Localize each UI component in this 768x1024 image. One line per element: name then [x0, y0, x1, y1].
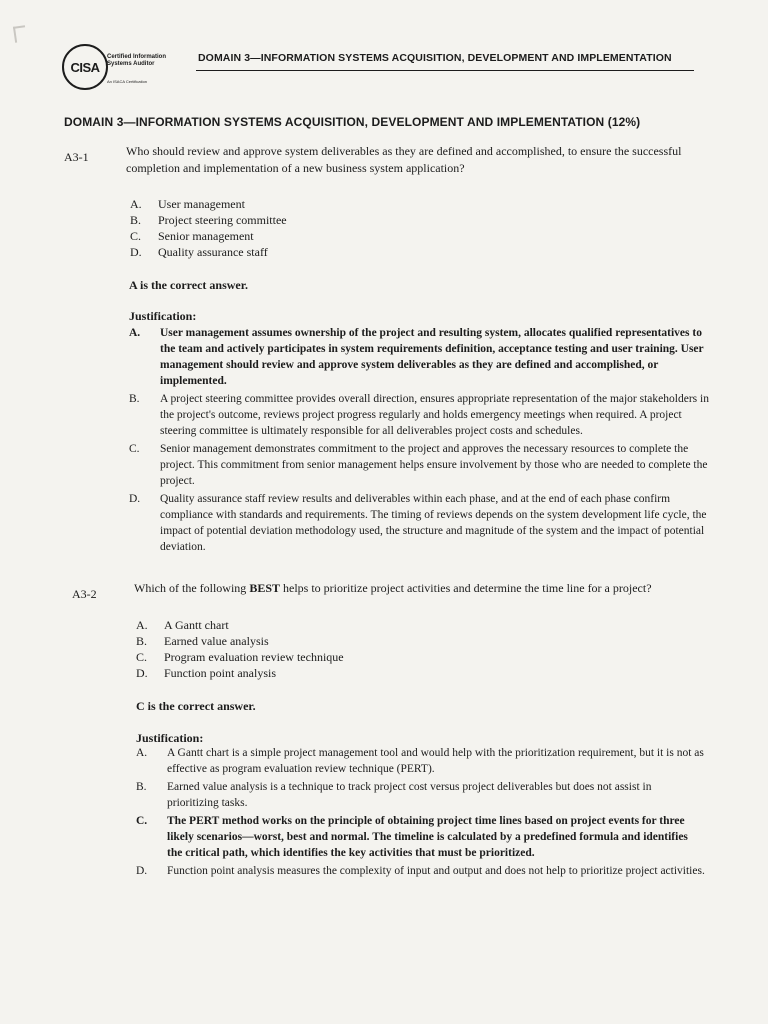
- scan-mark: [13, 25, 27, 43]
- justification-heading: Justification:: [136, 731, 204, 745]
- question-text: Who should review and approve system deliverables as they are defined and accomplished, to ensure the successful completion and implementation of a new business system application?: [126, 144, 682, 175]
- question-text: Which of the following BEST helps to prioritize project activities and determine the time line for a project?: [134, 581, 652, 595]
- option: C. Program evaluation review technique: [136, 650, 344, 664]
- answer-options: [130, 196, 287, 260]
- option: D. Quality assurance staff: [130, 245, 268, 259]
- running-header: DOMAIN 3—INFORMATION SYSTEMS ACQUISITION, DEVELOPMENT AND IMPLEMENTATION: [198, 52, 672, 64]
- correct-answer: A is the correct answer.: [129, 278, 248, 292]
- logo-text: Certified Information Systems Auditor: [107, 54, 167, 67]
- justification-item: C. Senior management demonstrates commitment to the project and approves the necessary resources to complete the project. This commitment from senior management helps ensure involvement by those who are needed to complete the project.: [129, 443, 708, 487]
- answer-options: [136, 617, 344, 681]
- justification-item: B. Earned value analysis is a technique to track project cost versus project deliverables but does not assist in prioritizing tasks.: [136, 781, 652, 809]
- option: D. Function point analysis: [136, 666, 276, 680]
- question-number: A3-1: [64, 150, 89, 164]
- logo-tagline: An ISACA Certification: [107, 79, 148, 84]
- justification-list: [136, 745, 706, 881]
- justification-item: D. Function point analysis measures the complexity of input and output and does not help to prioritize project activities.: [136, 865, 705, 877]
- justification-item: B. A project steering committee provides overall direction, ensures appropriate representation of the major stakeholders in the project's outcome, reviews project progress regularly and holds emergency meetings when required. A project steering committee is ultimately responsible for all deliverables project costs and schedules.: [129, 393, 709, 437]
- option: C. Senior management: [130, 229, 254, 243]
- justification-item: C. The PERT method works on the principle of obtaining project time lines based on project events for three likely scenarios—worst, best and normal. The timeline is calculated by a predefined formula and identifies the critical path, which identifies the key activities that must be prioritized.: [136, 815, 688, 859]
- correct-answer: C is the correct answer.: [136, 699, 256, 713]
- justification-item: A. User management assumes ownership of the project and resulting system, allocates qualified representatives to the team and actively participates in system requirements definition, acceptance testing and user training. User management should review and approve system deliverables as they are defined and accomplished, or implemented.: [129, 327, 704, 387]
- option: B. Earned value analysis: [136, 634, 269, 648]
- question-number: A3-2: [72, 587, 97, 601]
- option: A. User management: [130, 197, 245, 211]
- option: B. Project steering committee: [130, 213, 287, 227]
- justification-item: A. A Gantt chart is a simple project management tool and would help with the prioritization requirement, but it is not as effective as program evaluation review technique (PERT).: [136, 747, 704, 775]
- justification-list: [129, 325, 709, 557]
- section-title: DOMAIN 3—INFORMATION SYSTEMS ACQUISITION, DEVELOPMENT AND IMPLEMENTATION (12%): [64, 115, 641, 129]
- justification-item: D. Quality assurance staff review results and deliverables within each phase, and at the end of each phase confirm compliance with standards and requirements. The timing of reviews depends on the system development life cycle, the impact of potential deviation methodology used, the structure and magnitude of the system and the impact of potential deviation.: [129, 493, 707, 553]
- logo-emblem: CISA: [62, 44, 108, 90]
- header-rule: [196, 70, 694, 71]
- cisa-logo: [62, 44, 182, 90]
- justification-heading: Justification:: [129, 309, 197, 323]
- option: A. A Gantt chart: [136, 618, 229, 632]
